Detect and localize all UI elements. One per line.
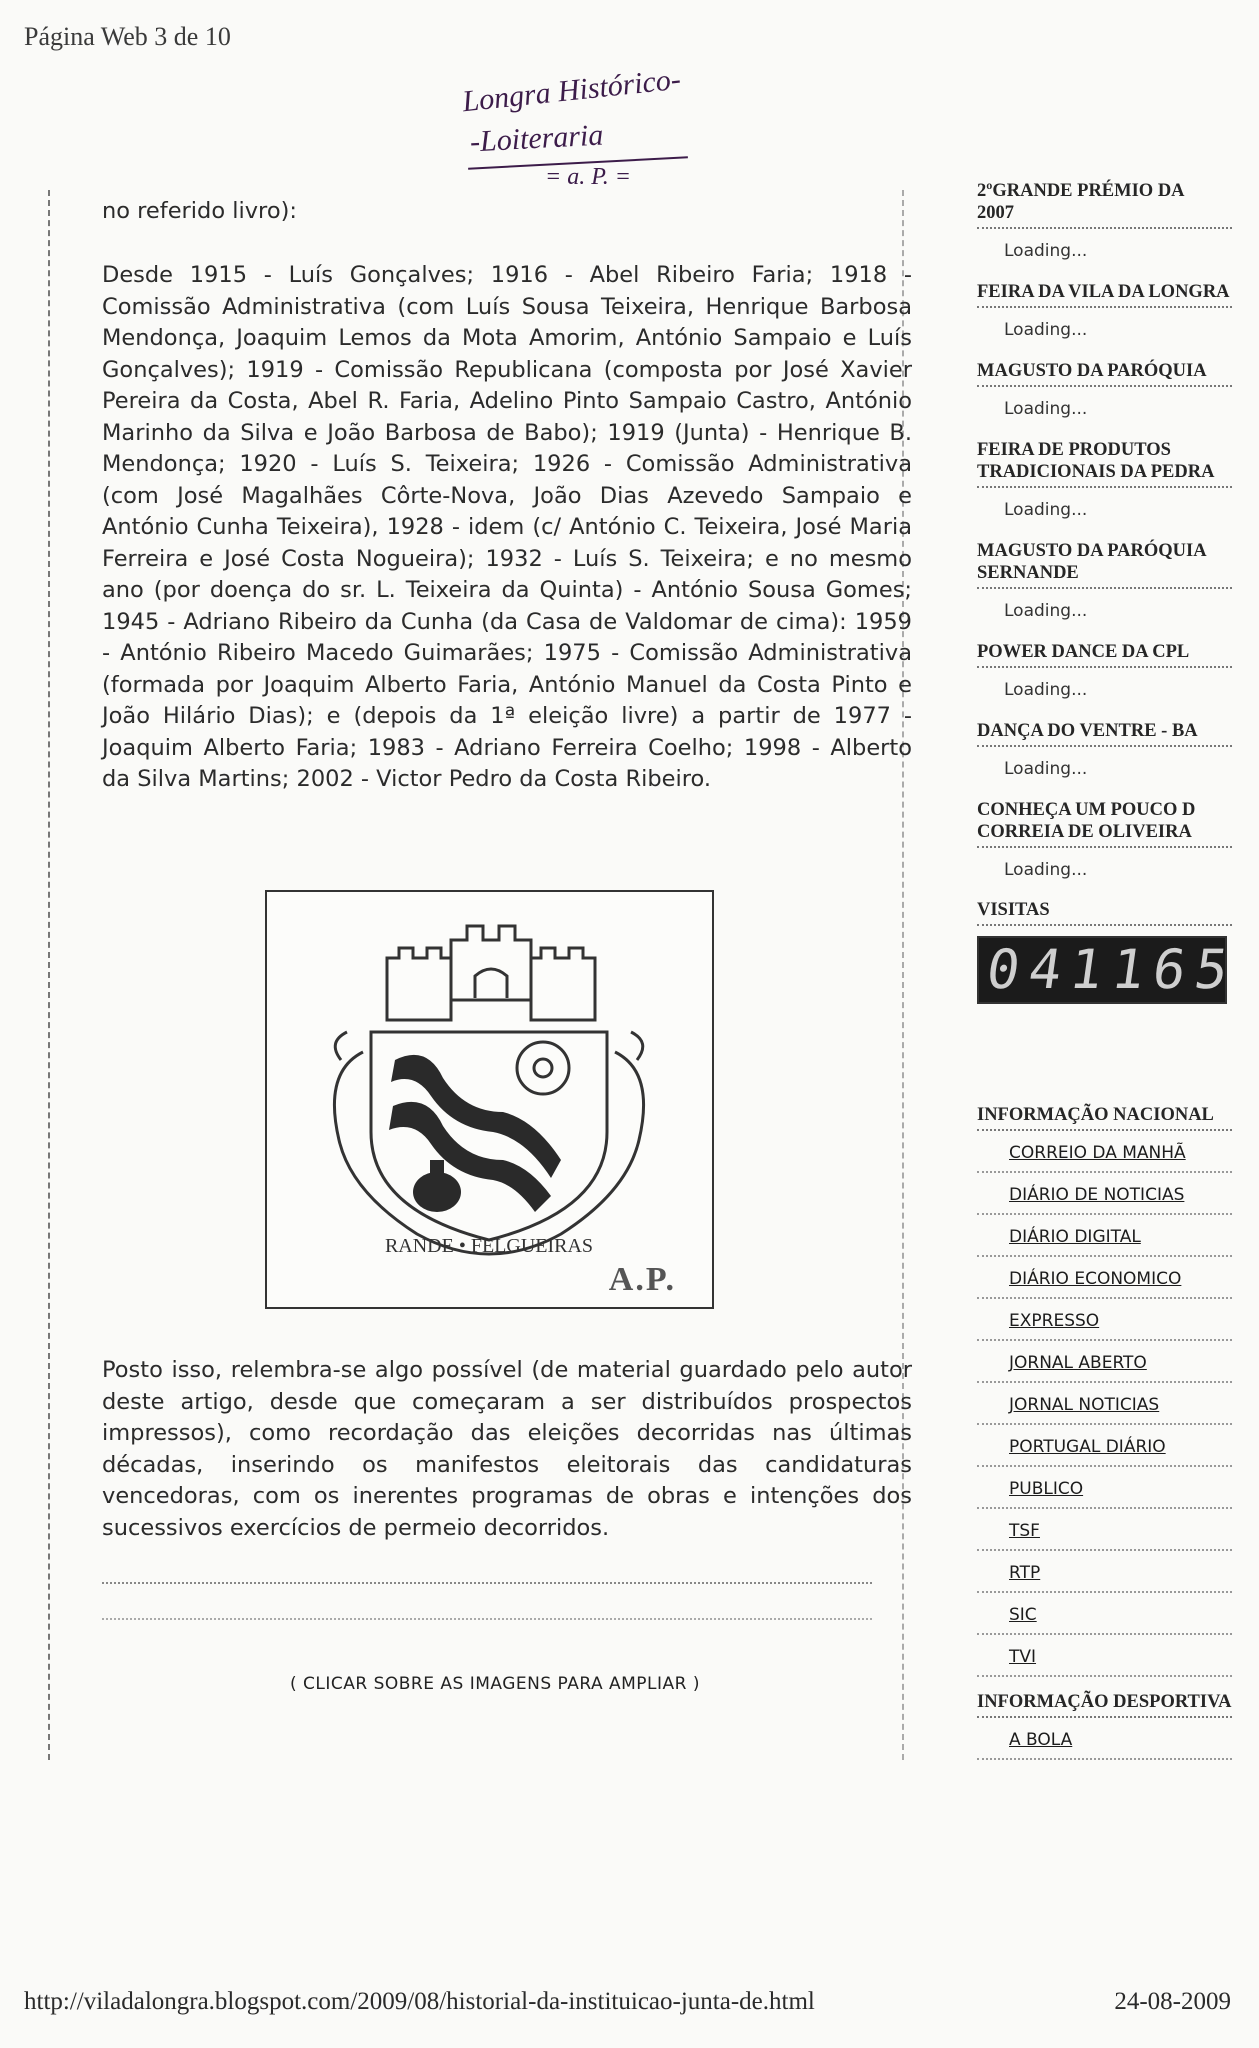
national-news-title: INFORMAÇÃO NACIONAL [977,1104,1232,1131]
blog-post-body [48,190,912,1760]
post-lead-text: no referido livro): [102,198,297,224]
sidebar-widget-magusto-2 [977,540,1232,621]
widget-loading-status: Loading... [1004,601,1088,621]
news-link-portugal-diario[interactable]: PORTUGAL DIÁRIO [977,1425,1232,1467]
news-link-jornal-aberto[interactable]: JORNAL ABERTO [977,1341,1232,1383]
crest-author-initials: A.P. [608,1261,676,1298]
visits-widget-title: VISITAS [977,900,1232,926]
crest-right-tower [531,948,595,1020]
post-paragraph-closing: Posto isso, relembra-se algo possível (de material guardado pelo autor deste artigo, desde que começaram a ser distribuídos prospectos impressos), como recordação das eleições decorridas nas últimas décadas, inserindo os manifestos eleitorais das candidaturas vencedoras, com os inerentes programas de obras e intenções dos sucessivos exercícios de permeio decorridos. [102,1357,912,1541]
news-link-tvi[interactable]: TVI [977,1635,1232,1677]
widget-title[interactable]: POWER DANCE DA CPL [977,641,1232,668]
counter-digit: 4 [1024,938,1066,1001]
sports-news-title: INFORMAÇÃO DESPORTIVA [977,1691,1232,1718]
crest-banner-scroll [334,1052,643,1254]
news-link-diario-noticias[interactable]: DIÁRIO DE NOTICIAS [977,1173,1232,1215]
pot-symbol [413,1172,461,1212]
news-link-tsf[interactable]: TSF [977,1509,1232,1551]
sidebar-widget-conheca [977,799,1232,880]
counter-digit: 5 [1190,938,1232,1001]
counter-digit: 0 [982,938,1025,1001]
sidebar-widget-premio [977,180,1232,261]
post-paragraph-presidents: Desde 1915 - Luís Gonçalves; 1916 - Abel Ribeiro Faria; 1918 - Comissão Administrativa (com Luís Sousa Teixeira, Henrique Barbosa Mendonça, Joaquim Lemos da Mota Amorim, António Sampaio e Luís Gonçalves); 1919 - Comissão Republicana (composta por José Xavier Pereira da Costa, Abel R. Faria, Adelino Pinto Sampaio Castro, António Marinho da Silva e João Barbosa de Babo); 1919 (Junta) - Henrique B. Mendonça; 1920 - Luís S. Teixeira; 1926 - Comissão Administrativa (com José Magalhães Côrte-Nova, João Dias Azevedo Sampaio e António Cunha Teixeira), 1928 - idem (c/ António C. Teixeira, José Maria Ferreira e José Costa Nogueira); 1932 - Luís S. Teixeira; e no mesmo ano (por doença do sr. L. Teixeira da Quinta) - António Sousa Gomes; 1945 - Adriano Ribeiro da Cunha (da Casa de Valdomar de cima): 1959 - António Ribeiro Macedo Guimarães; 1975 - Comissão Administrativa (formada por Joaquim Alberto Faria, António Manuel da Costa Pinto e João Hilário Dias); e (depois da 1ª eleição livre) a partir de 1977 - Joaquim Alberto Faria; 1983 - Adriano Ferreira Coelho; 1998 - Alberto da Silva Martins; 2002 - Victor Pedro da Costa Ribeiro. [102,262,912,792]
crest-left-tower [387,948,451,1020]
news-link-sic[interactable]: SIC [977,1593,1232,1635]
widget-loading-status: Loading... [1004,860,1088,880]
print-page-date: 24-08-2009 [1114,1988,1231,2015]
widget-loading-status: Loading... [1004,680,1088,700]
sidebar-widget-danca-ventre [977,720,1232,779]
print-page-url: http://viladalongra.blogspot.com/2009/08/historial-da-instituicao-junta-de.html [24,1988,815,2015]
national-news-links [977,1131,1232,1677]
widget-title[interactable]: FEIRA DE PRODUTOS TRADICIONAIS DA PEDRA [977,439,1232,488]
handwritten-annotation [450,62,700,190]
sports-news-links [977,1718,1232,1760]
visit-counter [977,936,1232,1004]
crest-banner-text: RANDE • FELGUEIRAS [384,1235,594,1257]
post-divider [102,1618,872,1620]
news-link-diario-digital[interactable]: DIÁRIO DIGITAL [977,1215,1232,1257]
handwritten-line-2: -Loiteraria [469,118,605,159]
sports-link-a-bola[interactable]: A BOLA [977,1718,1232,1760]
news-link-publico[interactable]: PUBLICO [977,1467,1232,1509]
widget-loading-status: Loading... [1004,500,1088,520]
news-link-jornal-noticias[interactable]: JORNAL NOTICIAS [977,1383,1232,1425]
blog-sidebar [977,180,1232,1760]
counter-digit: 6 [1148,938,1191,1001]
widget-title[interactable]: CONHEÇA UM POUCO D CORREIA DE OLIVEIRA [977,799,1232,848]
sidebar-widget-feira-vila [977,281,1232,340]
coat-of-arms-drawing [267,892,712,1307]
widget-title[interactable]: MAGUSTO DA PARÓQUIA SERNANDE [977,540,1232,589]
news-link-diario-economico[interactable]: DIÁRIO ECONOMICO [977,1257,1232,1299]
print-page-header: Página Web 3 de 10 [24,22,231,51]
handwritten-line-1: Longra Histórico- [460,62,683,119]
click-to-enlarge-hint: ( CLICAR SOBRE AS IMAGENS PARA AMPLIAR ) [289,1674,701,1694]
widget-loading-status: Loading... [1004,241,1088,261]
widget-title[interactable]: MAGUSTO DA PARÓQUIA [977,360,1232,387]
widget-title[interactable]: FEIRA DA VILA DA LONGRA [977,281,1232,308]
news-link-rtp[interactable]: RTP [977,1551,1232,1593]
counter-digit: 1 [1065,938,1108,1001]
counter-digit: 1 [1107,938,1149,1001]
crest-center-tower [451,926,531,1000]
widget-title[interactable]: DANÇA DO VENTRE - BA [977,720,1232,747]
coat-of-arms-image[interactable] [265,890,714,1309]
post-divider [102,1582,872,1584]
widget-loading-status: Loading... [1004,320,1088,340]
sidebar-widget-feira-produtos [977,439,1232,520]
gear-symbol [517,1042,569,1094]
news-link-expresso[interactable]: EXPRESSO [977,1299,1232,1341]
handwritten-line-3: = a. P. = [545,164,631,190]
sidebar-widget-magusto-1 [977,360,1232,419]
news-link-correio-manha[interactable]: CORREIO DA MANHÃ [977,1131,1232,1173]
widget-title[interactable]: 2ºGRANDE PRÉMIO DA 2007 [977,180,1232,229]
sidebar-widget-power-dance [977,641,1232,700]
widget-loading-status: Loading... [1004,759,1088,779]
widget-loading-status: Loading... [1004,399,1088,419]
